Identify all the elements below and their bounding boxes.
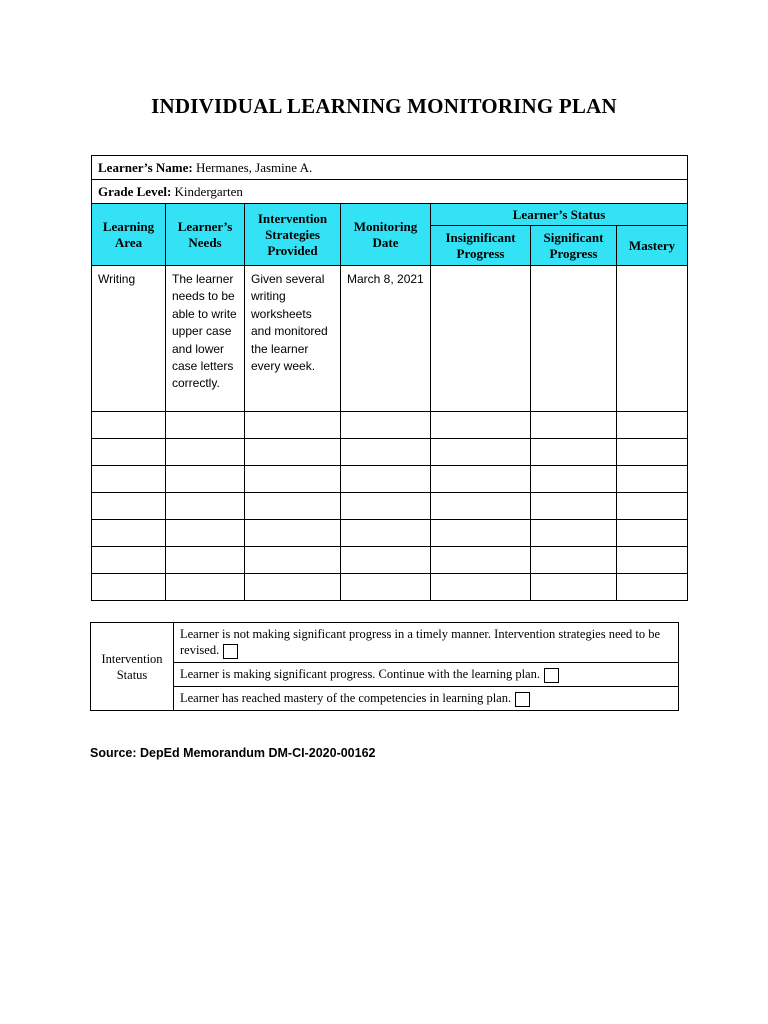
empty-cell[interactable] — [245, 574, 341, 601]
table-row — [92, 266, 688, 412]
cell-mastery[interactable] — [617, 266, 688, 412]
empty-table-row — [92, 493, 688, 520]
header-mastery: Mastery — [617, 226, 688, 266]
empty-cell[interactable] — [245, 466, 341, 493]
empty-cell[interactable] — [431, 466, 531, 493]
empty-cell[interactable] — [341, 547, 431, 574]
empty-cell[interactable] — [245, 547, 341, 574]
cell-learners-needs: The learner needs to be able to write upper case and lower case letters correctly. — [166, 266, 245, 412]
empty-cell[interactable] — [617, 547, 688, 574]
empty-cell[interactable] — [92, 547, 166, 574]
empty-cell[interactable] — [341, 520, 431, 547]
empty-cell[interactable] — [431, 439, 531, 466]
grade-level-label: Grade Level: — [98, 183, 172, 199]
empty-cell[interactable] — [166, 439, 245, 466]
status-option-revise — [174, 623, 679, 663]
status-option-mastery-text: Learner has reached mastery of the competencies in learning plan. — [180, 691, 512, 706]
empty-cell[interactable] — [341, 412, 431, 439]
status-option-continue — [174, 663, 679, 687]
empty-table-row — [92, 412, 688, 439]
empty-cell[interactable] — [245, 412, 341, 439]
intervention-status-label: Intervention Status — [91, 623, 174, 711]
empty-cell[interactable] — [531, 466, 617, 493]
empty-cell[interactable] — [531, 547, 617, 574]
cell-learning-area: Writing — [92, 266, 166, 412]
header-insignificant-progress: Insignificant Progress — [431, 226, 531, 266]
empty-cell[interactable] — [92, 493, 166, 520]
empty-cell[interactable] — [431, 547, 531, 574]
empty-cell[interactable] — [531, 574, 617, 601]
empty-table-row — [92, 574, 688, 601]
source-note: Source: DepEd Memorandum DM-CI-2020-00162 — [90, 746, 376, 760]
empty-cell[interactable] — [531, 439, 617, 466]
empty-cell[interactable] — [92, 412, 166, 439]
header-intervention-strategies: Intervention Strategies Provided — [245, 204, 341, 266]
status-option-revise-text: Learner is not making significant progress in a timely manner. Intervention strategies need to be revised. — [180, 627, 661, 658]
empty-cell[interactable] — [617, 439, 688, 466]
empty-cell[interactable] — [166, 493, 245, 520]
empty-cell[interactable] — [166, 547, 245, 574]
empty-cell[interactable] — [617, 466, 688, 493]
header-monitoring-date: Monitoring Date — [341, 204, 431, 266]
empty-cell[interactable] — [617, 493, 688, 520]
empty-table-row — [92, 466, 688, 493]
empty-table-row — [92, 520, 688, 547]
empty-cell[interactable] — [245, 493, 341, 520]
status-checkbox-mastery[interactable] — [515, 692, 530, 707]
empty-cell[interactable] — [92, 574, 166, 601]
status-checkbox-revise[interactable] — [223, 644, 238, 659]
empty-cell[interactable] — [166, 520, 245, 547]
learner-name-label: Learner’s Name: — [98, 159, 193, 175]
cell-monitoring-date: March 8, 2021 — [341, 266, 431, 412]
empty-cell[interactable] — [617, 574, 688, 601]
empty-cell[interactable] — [245, 439, 341, 466]
empty-cell[interactable] — [341, 466, 431, 493]
empty-cell[interactable] — [531, 493, 617, 520]
status-checkbox-continue[interactable] — [544, 668, 559, 683]
status-option-mastery — [174, 687, 679, 711]
empty-cell[interactable] — [341, 574, 431, 601]
empty-cell[interactable] — [531, 412, 617, 439]
header-learning-area: Learning Area — [92, 204, 166, 266]
monitoring-plan-table — [91, 155, 688, 601]
grade-level-value: Kindergarten — [174, 183, 243, 199]
learner-name-row — [92, 156, 688, 180]
empty-cell[interactable] — [92, 439, 166, 466]
empty-cell[interactable] — [245, 520, 341, 547]
empty-cell[interactable] — [431, 520, 531, 547]
cell-significant[interactable] — [531, 266, 617, 412]
empty-cell[interactable] — [166, 574, 245, 601]
empty-table-row — [92, 439, 688, 466]
header-learners-status: Learner’s Status — [431, 204, 688, 226]
empty-cell[interactable] — [166, 412, 245, 439]
empty-cell[interactable] — [92, 466, 166, 493]
empty-cell[interactable] — [166, 466, 245, 493]
intervention-status-table — [90, 622, 679, 711]
empty-cell[interactable] — [341, 493, 431, 520]
empty-cell[interactable] — [617, 412, 688, 439]
empty-cell[interactable] — [617, 520, 688, 547]
cell-insignificant[interactable] — [431, 266, 531, 412]
learner-name-value: Hermanes, Jasmine A. — [195, 159, 313, 175]
document-title: INDIVIDUAL LEARNING MONITORING PLAN — [151, 94, 617, 118]
empty-cell[interactable] — [531, 520, 617, 547]
cell-intervention: Given several writing worksheets and monitored the learner every week. — [245, 266, 341, 412]
grade-level-row — [92, 180, 688, 204]
status-option-continue-text: Learner is making significant progress. Continue with the learning plan. — [180, 667, 540, 682]
empty-cell[interactable] — [431, 493, 531, 520]
empty-cell[interactable] — [341, 439, 431, 466]
empty-cell[interactable] — [431, 412, 531, 439]
header-learners-needs: Learner’s Needs — [166, 204, 245, 266]
empty-cell[interactable] — [431, 574, 531, 601]
header-significant-progress: Significant Progress — [531, 226, 617, 266]
empty-table-row — [92, 547, 688, 574]
empty-cell[interactable] — [92, 520, 166, 547]
